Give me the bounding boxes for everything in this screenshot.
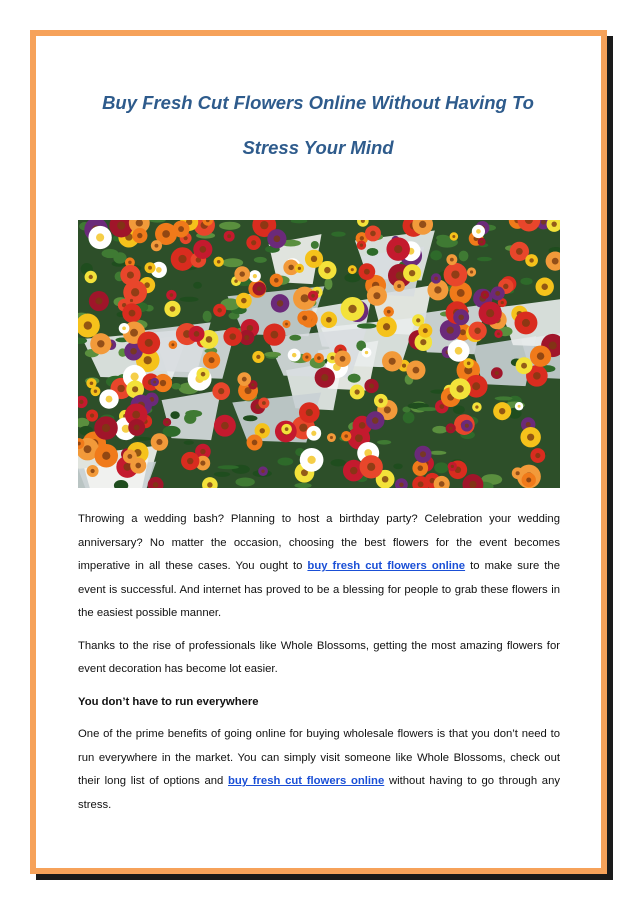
- paragraph-1: Throwing a wedding bash? Planning to host a birthday party? Celebration your wedding anniversary? No matter the occasion, choosing the best flowers for the event becomes imperative in all these cases. You ought to buy fresh cut flowers online to make sure the event is successful. And internet has proved to be a blessing for people to grab these flowers in the easiest possible manner.: [78, 513, 560, 619]
- title-line-1: Buy Fresh Cut Flowers Online Without Having To: [102, 92, 534, 113]
- title-line-2: Stress Your Mind: [242, 137, 394, 158]
- flower-bouquets-photo: [78, 220, 560, 488]
- section-heading: You don’t have to run everywhere: [78, 695, 259, 708]
- buy-flowers-link-2[interactable]: buy fresh cut flowers online: [228, 775, 385, 787]
- paragraph-2: Thanks to the rise of professionals like Whole Blossoms, getting the most amazing flowers for event decoration has become lot easier.: [78, 639, 560, 675]
- paragraph-3: One of the prime benefits of going online for buying wholesale flowers is that you don’t need to run everywhere in the market. You can simply visit someone like Whole Blossoms, check out their long list of options and buy fresh cut flowers online without having to go through any stress.: [78, 728, 561, 811]
- buy-flowers-link-1[interactable]: buy fresh cut flowers online: [307, 560, 466, 572]
- article-body: [78, 508, 560, 826]
- page-title: [48, 80, 588, 170]
